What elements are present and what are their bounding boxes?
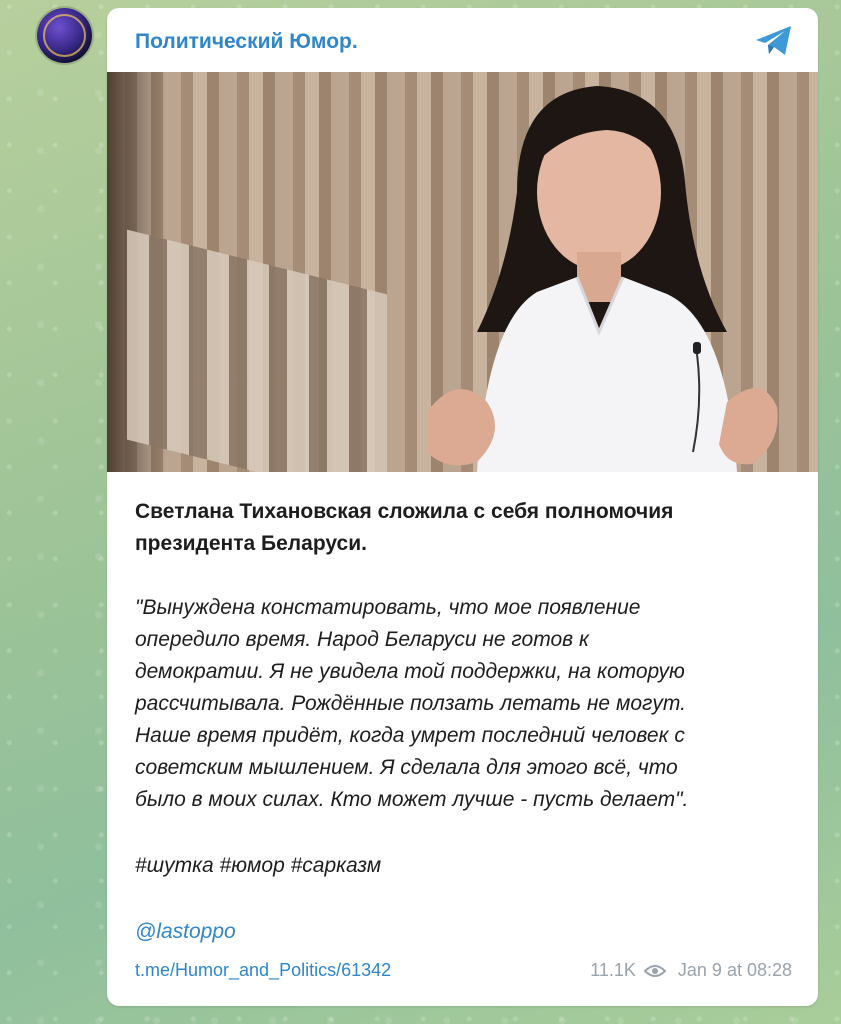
post-quote xyxy=(135,592,795,816)
quote-line: "Вынуждена констатировать, что мое появление xyxy=(135,596,641,619)
telegram-icon[interactable] xyxy=(754,24,794,58)
post-title xyxy=(135,496,785,560)
photo-background-shelf xyxy=(127,230,387,472)
views-count: 11.1K xyxy=(590,960,636,980)
quote-line: советским мышлением. Я сделала для этого всё, что xyxy=(135,756,678,779)
post-meta xyxy=(590,960,792,981)
quote-line: было в моих силах. Кто может лучше - пусть делает". xyxy=(135,788,689,811)
post-title-line: Светлана Тихановская сложила с себя полномочия xyxy=(135,500,674,523)
quote-line: рассчитывала. Рождённые ползать летать не могут. xyxy=(135,692,686,715)
channel-avatar[interactable] xyxy=(37,8,92,63)
post-title-line: президента Беларуси. xyxy=(135,532,367,555)
photo-person xyxy=(367,72,787,472)
post-photo[interactable] xyxy=(107,72,818,472)
quote-line: демократии. Я не увидела той поддержки, на которую xyxy=(135,660,685,683)
channel-name[interactable]: Политический Юмор. xyxy=(135,30,358,53)
post-date: Jan 9 at 08:28 xyxy=(677,960,792,980)
post-card xyxy=(107,8,818,1006)
post-permalink[interactable]: t.me/Humor_and_Politics/61342 xyxy=(135,960,392,980)
post-mention-link[interactable]: @lastoppo xyxy=(135,920,236,943)
quote-line: опередило время. Народ Беларуси не готов к xyxy=(135,628,589,651)
post-hashtags[interactable]: #шутка #юмор #сарказм xyxy=(135,854,382,877)
eye-icon xyxy=(644,964,666,978)
avatar-ring xyxy=(43,14,86,57)
quote-line: Наше время придёт, когда умрет последний человек с xyxy=(135,724,685,747)
